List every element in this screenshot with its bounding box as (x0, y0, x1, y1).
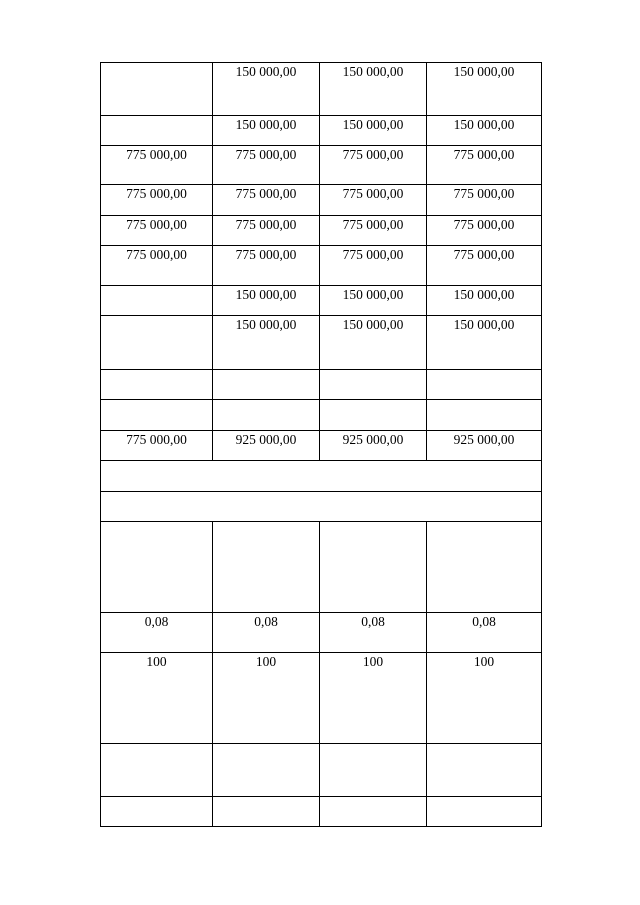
table-cell: 150 000,00 (213, 286, 320, 316)
table-cell: 775 000,00 (101, 431, 213, 461)
table-cell (101, 63, 213, 116)
table-row (101, 185, 542, 216)
table-cell (101, 797, 213, 827)
table-cell: 925 000,00 (427, 431, 542, 461)
data-table (100, 62, 542, 827)
table-cell: 775 000,00 (213, 216, 320, 246)
table-cell: 150 000,00 (427, 116, 542, 146)
table-row (101, 246, 542, 286)
table-cell-merged (101, 461, 542, 492)
table-cell (427, 797, 542, 827)
table-row (101, 431, 542, 461)
table-row (101, 63, 542, 116)
table-cell (101, 370, 213, 400)
table-cell (427, 370, 542, 400)
table-cell: 925 000,00 (320, 431, 427, 461)
table-cell: 150 000,00 (320, 316, 427, 370)
table-cell: 150 000,00 (427, 286, 542, 316)
table-row (101, 116, 542, 146)
table-row (101, 492, 542, 522)
table-cell (101, 522, 213, 613)
table-cell (101, 400, 213, 431)
table-cell (213, 797, 320, 827)
table-cell (101, 286, 213, 316)
table-cell (320, 370, 427, 400)
table-cell: 150 000,00 (320, 116, 427, 146)
table-cell: 100 (213, 653, 320, 744)
table-row (101, 216, 542, 246)
table-cell (101, 116, 213, 146)
table-cell: 150 000,00 (320, 286, 427, 316)
table-cell: 150 000,00 (427, 316, 542, 370)
table-cell (320, 400, 427, 431)
table-cell: 775 000,00 (320, 246, 427, 286)
table-cell (213, 400, 320, 431)
table-row (101, 653, 542, 744)
table-cell: 775 000,00 (427, 185, 542, 216)
table-cell (101, 744, 213, 797)
table-cell: 150 000,00 (427, 63, 542, 116)
table-cell: 0,08 (213, 613, 320, 653)
table-cell: 150 000,00 (320, 63, 427, 116)
table-cell: 150 000,00 (213, 116, 320, 146)
table-cell: 775 000,00 (427, 146, 542, 185)
table-cell: 775 000,00 (213, 246, 320, 286)
table-cell: 775 000,00 (213, 185, 320, 216)
table-cell-merged (101, 492, 542, 522)
table-row (101, 400, 542, 431)
table-row (101, 613, 542, 653)
table-row (101, 146, 542, 185)
table-cell: 775 000,00 (320, 185, 427, 216)
table-cell: 775 000,00 (427, 216, 542, 246)
table-cell (320, 522, 427, 613)
table-cell: 100 (427, 653, 542, 744)
table-cell: 925 000,00 (213, 431, 320, 461)
table-cell (427, 522, 542, 613)
table-cell (101, 316, 213, 370)
table-cell: 775 000,00 (427, 246, 542, 286)
table-cell (320, 744, 427, 797)
table-cell: 0,08 (427, 613, 542, 653)
table-cell: 150 000,00 (213, 63, 320, 116)
table-cell: 150 000,00 (213, 316, 320, 370)
table-cell: 775 000,00 (320, 216, 427, 246)
table-row (101, 522, 542, 613)
table-cell: 0,08 (320, 613, 427, 653)
table-cell (427, 400, 542, 431)
table-cell (213, 522, 320, 613)
table-cell (427, 744, 542, 797)
table-body (101, 63, 542, 827)
table-cell: 100 (101, 653, 213, 744)
table-row (101, 744, 542, 797)
table-cell: 775 000,00 (101, 185, 213, 216)
table-row (101, 286, 542, 316)
table-row (101, 316, 542, 370)
table-cell (320, 797, 427, 827)
table-cell: 775 000,00 (101, 216, 213, 246)
table-cell: 775 000,00 (101, 246, 213, 286)
table-cell: 100 (320, 653, 427, 744)
table-row (101, 370, 542, 400)
table-cell: 775 000,00 (213, 146, 320, 185)
table-cell (213, 370, 320, 400)
table-cell: 775 000,00 (101, 146, 213, 185)
table-cell: 775 000,00 (320, 146, 427, 185)
table-cell (213, 744, 320, 797)
table-row (101, 461, 542, 492)
table-row (101, 797, 542, 827)
table-cell: 0,08 (101, 613, 213, 653)
